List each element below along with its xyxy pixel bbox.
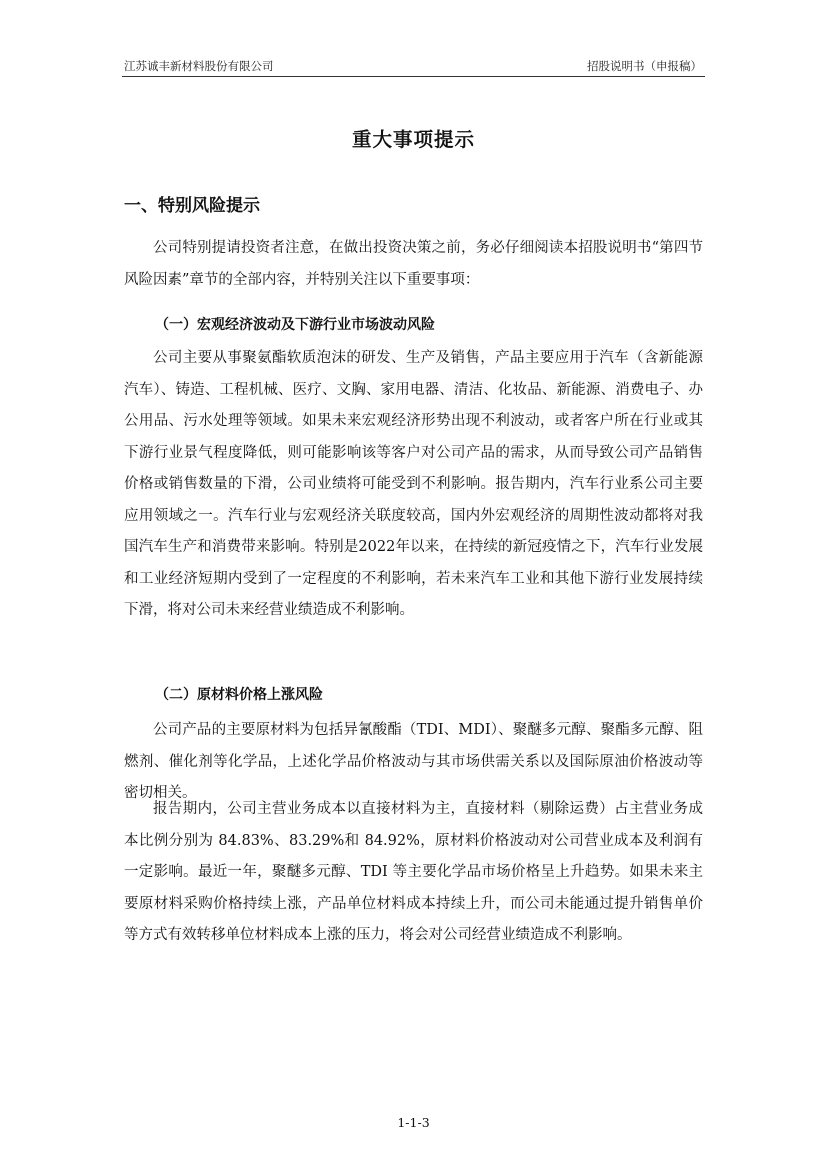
- page-number: 1-1-3: [397, 1115, 430, 1130]
- macro-risk-paragraph: 公司主要从事聚氨酯软质泡沫的研发、生产及销售，产品主要应用于汽车（含新能源汽车）、铸造、工程机械、医疗、文胸、家用电器、清洁、化妆品、新能源、消费电子、办公用品、污水处理等领域。如果未来宏观经济形势出现不利波动，或者客户所在行业或其下游行业景气程度降低，则可能影响该等客户对公司产品的需求，从而导致公司产品销售价格或销售数量的下滑，公司业绩将可能受到不利影响。报告期内，汽车行业系公司主要应用领域之一。汽车行业与宏观经济关联度较高，国内外宏观经济的周期性波动都将对我国汽车生产和消费带来影响。特别是2022年以来，在持续的新冠疫情之下，汽车行业发展和工业经济短期内受到了一定程度的不利影响，若未来汽车工业和其他下游行业发展持续下滑，将对公司未来经营业绩造成不利影响。: [124, 350, 703, 618]
- intro-paragraph: 公司特别提请投资者注意，在做出投资决策之前，务必仔细阅读本招股说明书“第四节 风险因素”章节的全部内容，并特别关注以下重要事项：: [124, 240, 703, 288]
- raw-material-paragraph-2: 报告期内，公司主营业务成本以直接材料为主，直接材料（剔除运费）占主营业务成本比例分别为 84.83%、83.29%和 84.92%，原材料价格波动对公司营业成本及利润有一定影响。最近一年，聚醚多元醇、TDI 等主要化学品市场价格呈上升趋势。如果未来主要原材料采购价格持续上涨，产品单位材料成本持续上升，而公司未能通过提升销售单价等方式有效转移单位材料成本上涨的压力，将会对公司经营业绩造成不利影响。: [124, 801, 703, 943]
- header-company: 江苏诚丰新材料股份有限公司: [124, 59, 274, 73]
- header-divider: [122, 76, 705, 77]
- header-doc-type: 招股说明书（申报稿）: [587, 59, 702, 73]
- section-heading: 一、特别风险提示: [124, 196, 260, 216]
- page-title: 重大事项提示: [351, 128, 475, 151]
- subsection-heading-raw-material: （二）原材料价格上涨风险: [155, 687, 323, 703]
- subsection-heading-macro: （一）宏观经济波动及下游行业市场波动风险: [155, 317, 435, 333]
- raw-material-paragraph-1: 公司产品的主要原材料为包括异氰酸酯（TDI、MDI）、聚醚多元醇、聚酯多元醇、阻燃剂、催化剂等化学品，上述化学品价格波动与其市场供需关系以及国际原油价格波动等密切相关。: [124, 722, 703, 801]
